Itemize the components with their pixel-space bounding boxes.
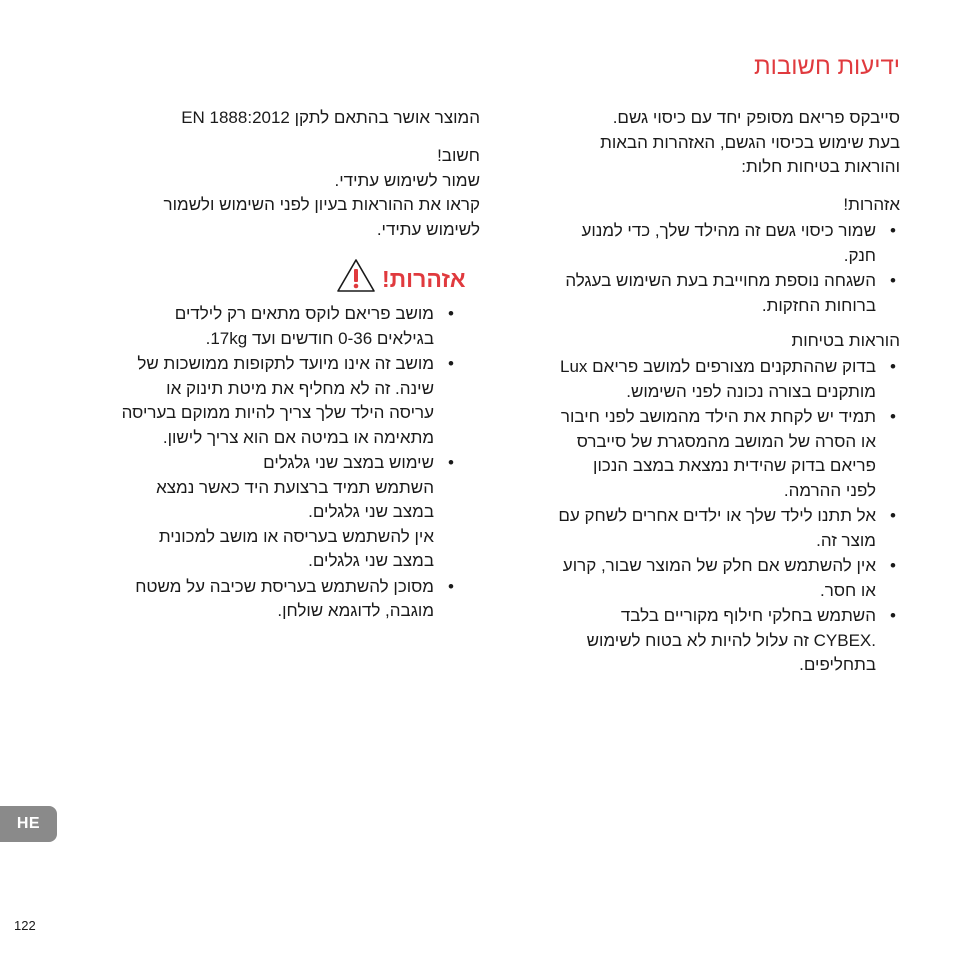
list-item bbox=[90, 302, 458, 351]
list-line: שמור כיסוי גשם זה מהילד שלך, כדי למנוע bbox=[581, 221, 876, 240]
list-line: במצב שני גלגלים. bbox=[308, 502, 434, 521]
important-line: קראו את ההוראות בעיון לפני השימוש ולשמור bbox=[163, 195, 480, 214]
bullet-icon: • bbox=[448, 453, 454, 472]
list-line: בתחליפים. bbox=[799, 655, 876, 674]
list-line: מושב זה אינו מיועד לתקופות ממושכות של bbox=[137, 354, 434, 373]
right-warnings-list bbox=[520, 219, 900, 319]
list-item bbox=[90, 575, 458, 624]
list-line: שימוש במצב שני גלגלים bbox=[263, 453, 434, 472]
intro-line: בעת שימוש בכיסוי הגשם, האזהרות הבאות bbox=[600, 132, 900, 152]
approval-line: המוצר אושר בהתאם לתקן EN 1888:2012 bbox=[181, 108, 480, 127]
list-line: מוגבה, לדוגמא שולחן. bbox=[277, 601, 434, 620]
list-line: אל תתנו לילד שלך או ילדים אחרים לשחק עם bbox=[558, 506, 876, 525]
list-line: מוצר זה. bbox=[816, 530, 876, 550]
warning-heading bbox=[336, 258, 466, 299]
list-item bbox=[90, 352, 458, 450]
intro-line: והוראות בטיחות חלות: bbox=[741, 157, 900, 176]
list-line: שינה. זה לא מחליף את מיטת תינוק או bbox=[166, 378, 434, 398]
language-badge: HE bbox=[0, 806, 57, 842]
bullet-icon: • bbox=[890, 556, 896, 575]
list-line: השתמש תמיד ברצועת היד כאשר נמצא bbox=[156, 477, 434, 497]
list-line: אין להשתמש בעריסה או מושב למכונית bbox=[158, 526, 434, 546]
list-line: מותקנים בצורה נכונה לפני השימוש. bbox=[626, 381, 876, 401]
list-line: השתמש בחלקי חילוף מקוריים בלבד bbox=[620, 606, 876, 625]
important-line: לשימוש עתידי. bbox=[376, 219, 480, 239]
warnings-label: אזהרות! bbox=[843, 195, 900, 214]
list-item bbox=[520, 604, 900, 678]
list-line: חנק. bbox=[843, 245, 876, 265]
list-line: בדוק שההתקנים מצורפים למושב פריאם Lux bbox=[560, 357, 876, 376]
list-line: אין להשתמש אם חלק של המוצר שבור, קרוע bbox=[562, 556, 876, 575]
list-item bbox=[520, 554, 900, 603]
list-line: מושב פריאם לוקס מתאים רק לילדים bbox=[174, 304, 434, 323]
bullet-icon: • bbox=[448, 354, 454, 373]
bullet-icon: • bbox=[890, 271, 896, 290]
list-line: מתאימה או במיטה אם הוא צריך לישון. bbox=[162, 427, 434, 447]
bullet-icon: • bbox=[448, 304, 454, 323]
list-item bbox=[90, 451, 458, 574]
intro-line: סייבקס פריאם מסופק יחד עם כיסוי גשם. bbox=[612, 108, 900, 127]
safety-label: הוראות בטיחות bbox=[791, 331, 900, 350]
bullet-icon: • bbox=[890, 357, 896, 376]
list-item bbox=[520, 355, 900, 404]
list-line: .CYBEX זה עלול להיות לא בטוח לשימוש bbox=[586, 630, 876, 650]
list-line: פריאם בדוק שהידית נמצאת במצב הנכון bbox=[593, 456, 876, 475]
bullet-icon: • bbox=[890, 506, 896, 525]
list-line: עריסה הילד שלך צריך להיות ממוקם בעריסה bbox=[121, 403, 434, 422]
left-warnings-list bbox=[90, 302, 458, 625]
important-line: שמור לשימוש עתידי. bbox=[334, 170, 480, 190]
list-line: בגילאים 0-36 חודשים ועד 17kg. bbox=[205, 328, 434, 348]
list-line: השגחה נוספת מחוייבת בעת השימוש בעגלה bbox=[565, 271, 876, 290]
list-line: ברוחות החזקות. bbox=[761, 295, 876, 315]
list-line: במצב שני גלגלים. bbox=[308, 551, 434, 570]
bullet-icon: • bbox=[890, 606, 896, 625]
list-line: או הסרה של המושב מהמסגרת של סייברס bbox=[576, 431, 876, 451]
warning-title: אזהרות! bbox=[382, 265, 466, 292]
list-line: או חסר. bbox=[820, 580, 876, 600]
important-label: חשוב! bbox=[437, 146, 480, 165]
bullet-icon: • bbox=[890, 407, 896, 426]
warning-triangle-icon bbox=[336, 258, 376, 299]
list-line: לפני ההרמה. bbox=[783, 480, 876, 500]
list-line: תמיד יש לקחת את הילד מהמושב לפני חיבור bbox=[560, 407, 876, 426]
list-item bbox=[520, 219, 900, 268]
important-paragraph bbox=[90, 144, 480, 242]
list-item bbox=[520, 269, 900, 318]
bullet-icon: • bbox=[890, 221, 896, 240]
bullet-icon: • bbox=[448, 576, 454, 596]
list-line: מסוכן להשתמש בעריסת שכיבה על משטח bbox=[135, 576, 434, 596]
page-number: 122 bbox=[14, 918, 36, 933]
section-title: ידיעות חשובות bbox=[754, 53, 900, 80]
list-item bbox=[520, 405, 900, 503]
right-safety-list bbox=[520, 355, 900, 679]
list-item bbox=[520, 504, 900, 553]
intro-paragraph bbox=[520, 106, 900, 180]
